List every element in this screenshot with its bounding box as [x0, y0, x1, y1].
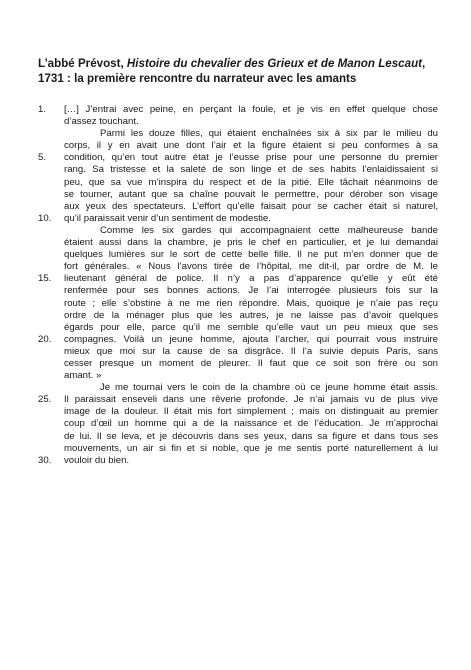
- title-work: Histoire du chevalier des Grieux et de Manon Lescaut: [126, 57, 423, 70]
- line-text: fort générales. « Nous l’avons tirée de l’hôpital, me dit-il, par ordre de M. le: [64, 261, 438, 273]
- line-text: peu, que sa vue m’inspira du respect et de la pitié. Elle tâchait néanmoins de: [64, 176, 438, 188]
- text-line: [38, 298, 438, 310]
- text-line: [38, 152, 438, 164]
- line-text: coup d’œil un homme qui a de la naissance et de l’éducation. Je m’approchai: [64, 418, 438, 430]
- text-line: [38, 237, 438, 249]
- line-number: 20.: [38, 333, 52, 345]
- line-text: renfermée pour ses bonnes actions. Je l’ai interrogée plusieurs fois sur la: [64, 285, 438, 297]
- text-line: [38, 116, 438, 128]
- text-line: [38, 443, 438, 455]
- text-line: [38, 285, 438, 297]
- text-line: [38, 273, 438, 285]
- line-text: se tourner, autant que sa chaîne pouvait le permettre, pour dérober son visage: [64, 188, 438, 200]
- line-text: quelques lumières sur le sort de cette belle fille. Il ne put m’en donner que de: [64, 249, 438, 261]
- line-text: aux yeux des spectateurs. L’effort qu’elle faisait pour se cacher était si naturel,: [64, 200, 438, 212]
- line-text: corps, il y en avait une dont l’air et la figure étaient si peu conformes à sa: [64, 140, 438, 152]
- line-text: Je me tournai vers le coin de la chambre où ce jeune homme était assis.: [100, 382, 438, 394]
- line-text: étaient aussi dans la chambre, je pris le chef en particulier, et je lui demandai: [64, 237, 438, 249]
- text-line: [38, 225, 438, 237]
- text-line: [38, 213, 438, 225]
- document-title: [38, 56, 438, 86]
- text-line: [38, 382, 438, 394]
- line-text: ordre de la ménager plus que les autres, je ne laisse pas d’avoir quelques: [64, 309, 438, 321]
- title-author: L’abbé Prévost,: [38, 57, 127, 70]
- text-line: [38, 431, 438, 443]
- text-line: [38, 261, 438, 273]
- line-text: amant. »: [64, 370, 102, 382]
- line-text: Comme les six gardes qui accompagnaient cette malheureuse bande: [100, 224, 438, 236]
- line-text: d’assez touchant.: [64, 116, 139, 128]
- line-number: 10.: [38, 212, 52, 224]
- text-line: [38, 370, 438, 382]
- text-line: [38, 189, 438, 201]
- line-text: Parmi les douze filles, qui étaient enchaînées six à six par le milieu du: [100, 128, 438, 140]
- text-line: [38, 249, 438, 261]
- text-line: [38, 455, 438, 467]
- line-text: égards pour elle, parce qu’il me semble qu’elle vaut un peu mieux que ses: [64, 321, 438, 333]
- line-text: qu’il paraissait venir d’un sentiment de modestie.: [64, 212, 271, 224]
- text-line: [38, 140, 438, 152]
- line-number: 1.: [38, 104, 47, 115]
- text-line: [38, 201, 438, 213]
- text-line: [38, 334, 438, 346]
- text-line: [38, 358, 438, 370]
- text-line: [38, 164, 438, 176]
- line-number: 5.: [38, 152, 47, 164]
- line-text: rang. Sa tristesse et la saleté de son linge et de ses habits l’enlaidissaient si: [64, 164, 438, 176]
- line-text: Il paraissait enseveli dans une rêverie profonde. Je n’ai jamais vu de plus vive: [64, 394, 438, 406]
- text-line: [38, 406, 438, 418]
- line-text: image de la douleur. Il était mis fort simplement ; mais on distinguait au premier: [64, 406, 438, 418]
- line-text: compagnes. Voilà un jeune homme, ajouta l’archer, qui pourrait vous instruire: [64, 333, 438, 345]
- text-line: [38, 394, 438, 406]
- text-line: [38, 310, 438, 322]
- line-text: condition, qu’en tout autre état je l’eusse prise pour une personne du premier: [64, 152, 438, 164]
- text-line: [38, 346, 438, 358]
- line-text: vouloir du bien.: [64, 454, 130, 466]
- line-number: 25.: [38, 394, 52, 406]
- line-number: 15.: [38, 273, 52, 285]
- line-text: mieux que moi sur la cause de sa disgrâce. Il l’a suivie depuis Paris, sans: [64, 345, 438, 357]
- text-line: [38, 322, 438, 334]
- line-text: […] J’entrai avec peine, en perçant la foule, et je vis en effet quelque chose: [64, 104, 438, 115]
- line-text: cesser presque un moment de pleurer. Il faut que ce soit son frère ou son: [64, 357, 438, 369]
- line-number: 30.: [38, 454, 52, 466]
- text-line: [38, 177, 438, 189]
- text-line: [38, 128, 438, 140]
- line-text: mouvements, un air si fin et si noble, que je me sentis porté naturellement à lui: [64, 442, 438, 454]
- line-text: lieutenant général de police. Il n’y a pas d’apparence qu’elle y eût été: [64, 273, 438, 285]
- text-line: [38, 104, 438, 116]
- title-subtitle: , 1731 : la première rencontre du narrateur avec les amants: [38, 57, 426, 85]
- line-text: de lui. Il se leva, et je découvris dans ses yeux, dans sa figure et dans tous ses: [64, 430, 438, 442]
- text-body: [38, 104, 438, 467]
- line-text: route ; elle s’obstine à ne me rien répondre. Mais, quoique je n’aie pas reçu: [64, 297, 438, 309]
- text-line: [38, 418, 438, 430]
